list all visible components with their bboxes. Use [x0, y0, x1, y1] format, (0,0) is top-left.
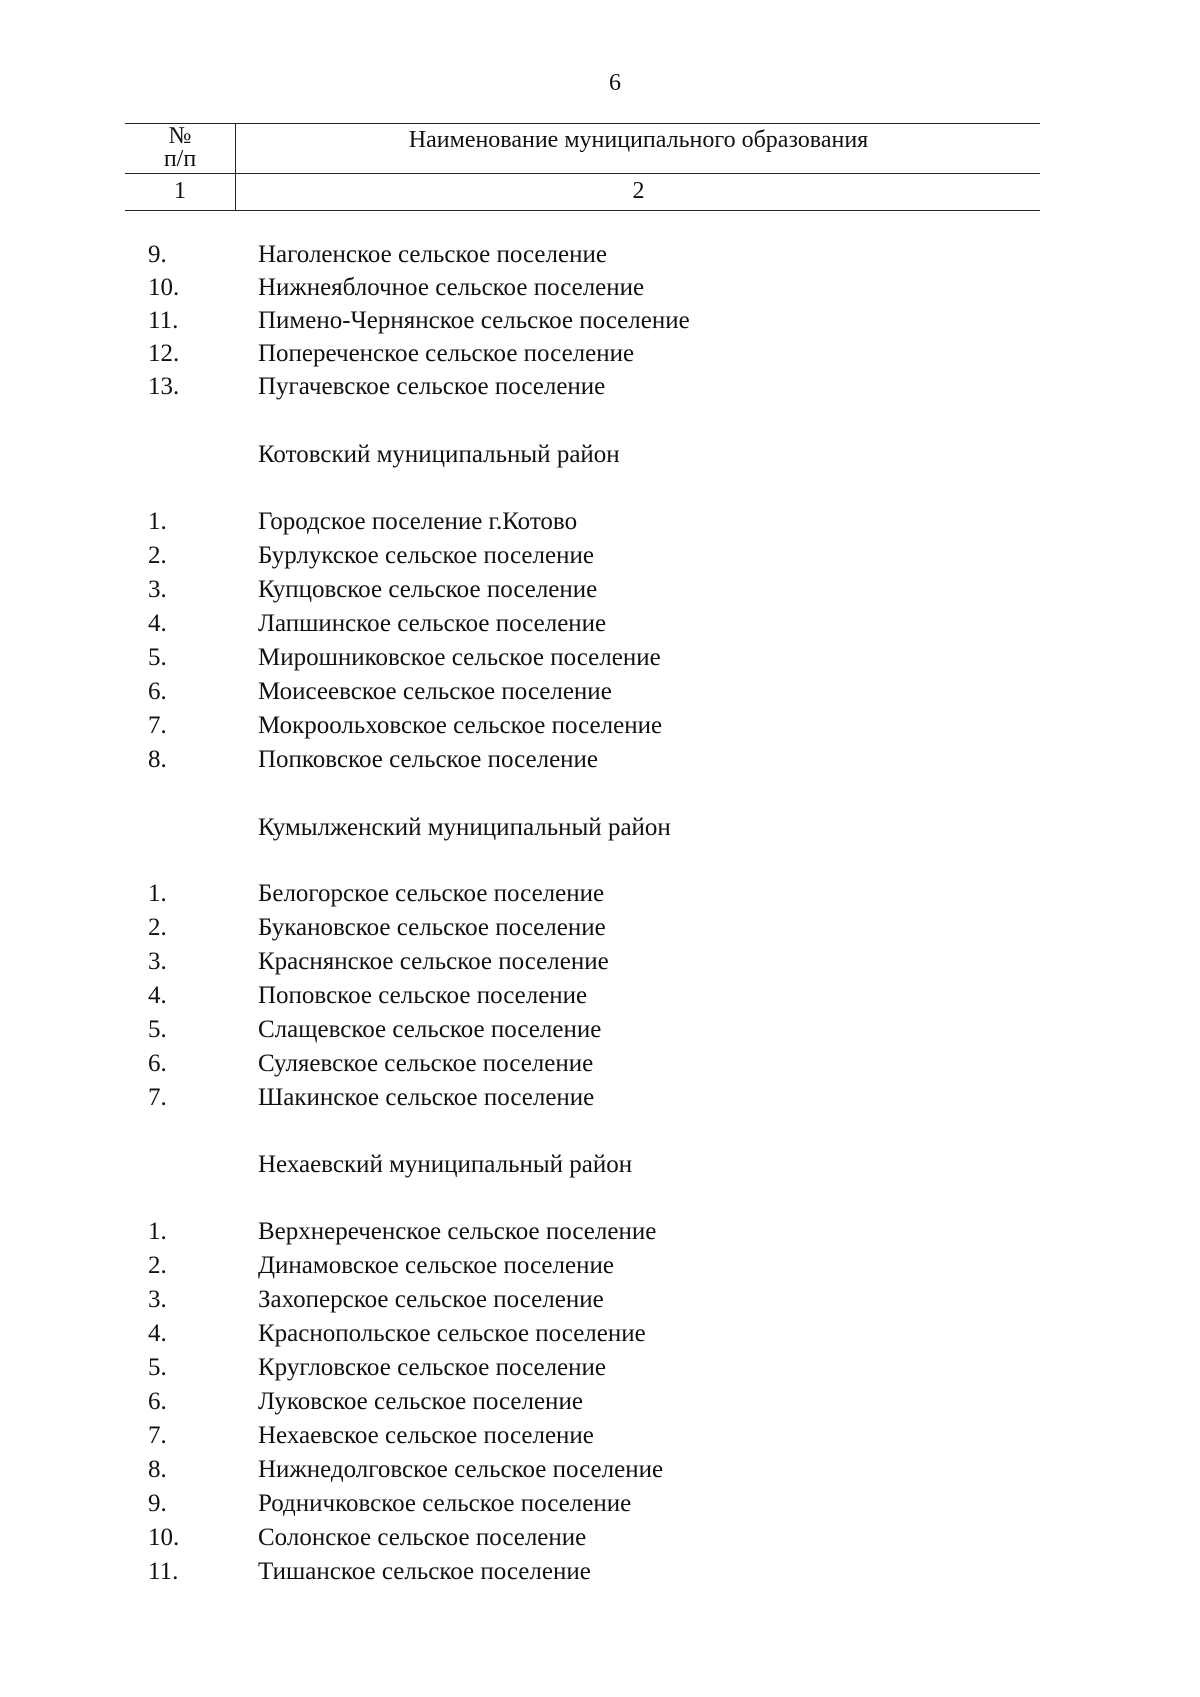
item-number: 6.: [148, 678, 167, 705]
item-name: Пимено-Чернянское сельское поселение: [258, 307, 690, 334]
column-number-header-line1: №: [168, 123, 192, 149]
item-name: Нехаевское сельское поселение: [258, 1422, 594, 1449]
column-number-header: [125, 125, 235, 171]
item-number: 9.: [148, 1490, 167, 1517]
item-name: Наголенское сельское поселение: [258, 241, 607, 268]
item-name: Бурлукское сельское поселение: [258, 542, 594, 569]
item-name: Купцовское сельское поселение: [258, 576, 598, 603]
item-number: 4.: [148, 610, 167, 637]
item-number: 13.: [148, 373, 180, 400]
item-name: Краснопольское сельское поселение: [258, 1320, 646, 1347]
item-number: 1.: [148, 1218, 167, 1245]
item-name: Пугачевское сельское поселение: [258, 373, 606, 400]
item-number: 2.: [148, 914, 167, 941]
column-number-index: 1: [174, 178, 186, 204]
item-name: Тишанское сельское поселение: [258, 1558, 591, 1585]
item-name: Нижнедолговское сельское поселение: [258, 1456, 664, 1483]
item-number: 1.: [148, 508, 167, 535]
item-name: Мирошниковское сельское поселение: [258, 644, 661, 671]
item-name: Поповское сельское поселение: [258, 982, 588, 1009]
item-name: Кругловское сельское поселение: [258, 1354, 607, 1381]
item-name: Родничковское сельское поселение: [258, 1490, 632, 1517]
item-number: 6.: [148, 1388, 167, 1415]
item-name: Городское поселение г.Котово: [258, 508, 578, 535]
item-number: 10.: [148, 1524, 180, 1551]
column-name-index: 2: [632, 178, 645, 204]
item-number: 7.: [148, 1084, 167, 1111]
item-name: Мокроольховское сельское поселение: [258, 712, 663, 739]
item-number: 3.: [148, 948, 167, 975]
table-header-top-rule: [125, 123, 1040, 124]
table-header-bottom-rule: [125, 210, 1040, 211]
district-title: Котовский муниципальный район: [258, 441, 620, 468]
item-number: 4.: [148, 1320, 167, 1347]
table-header-column-divider: [235, 123, 236, 211]
item-name: Попковское сельское поселение: [258, 746, 599, 773]
column-number-header-line2: п/п: [163, 146, 197, 172]
item-number: 5.: [148, 644, 167, 671]
item-name: Лапшинское сельское поселение: [258, 610, 607, 637]
item-number: 8.: [148, 746, 167, 773]
item-name: Слащевское сельское поселение: [258, 1016, 602, 1043]
item-number: 11.: [148, 307, 179, 334]
item-number: 2.: [148, 1252, 167, 1279]
item-number: 12.: [148, 340, 180, 367]
district-title: Кумылженский муниципальный район: [258, 814, 671, 841]
item-number: 1.: [148, 880, 167, 907]
item-name: Верхнереченское сельское поселение: [258, 1218, 657, 1245]
item-name: Суляевское сельское поселение: [258, 1050, 594, 1077]
item-name: Моисеевское сельское поселение: [258, 678, 612, 705]
item-name: Динамовское сельское поселение: [258, 1252, 614, 1279]
item-number: 8.: [148, 1456, 167, 1483]
item-number: 9.: [148, 241, 167, 268]
item-number: 7.: [148, 1422, 167, 1449]
item-name: Белогорское сельское поселение: [258, 880, 605, 907]
item-number: 5.: [148, 1354, 167, 1381]
page-number: 6: [609, 70, 621, 96]
column-name-header: Наименование муниципального образования: [408, 127, 869, 153]
item-name: Солонское сельское поселение: [258, 1524, 587, 1551]
item-name: Краснянское сельское поселение: [258, 948, 609, 975]
item-number: 7.: [148, 712, 167, 739]
item-name: Нижнеяблочное сельское поселение: [258, 274, 645, 301]
table-header: [125, 123, 1040, 211]
item-number: 11.: [148, 1558, 179, 1585]
item-name: Шакинское сельское поселение: [258, 1084, 595, 1111]
item-number: 5.: [148, 1016, 167, 1043]
item-number: 10.: [148, 274, 180, 301]
table-header-middle-rule: [125, 173, 1040, 174]
item-name: Букановское сельское поселение: [258, 914, 606, 941]
item-number: 3.: [148, 1286, 167, 1313]
item-name: Луковское сельское поселение: [258, 1388, 583, 1415]
item-number: 3.: [148, 576, 167, 603]
item-name: Попереченское сельское поселение: [258, 340, 635, 367]
item-name: Захоперское сельское поселение: [258, 1286, 604, 1313]
item-number: 4.: [148, 982, 167, 1009]
district-title: Нехаевский муниципальный район: [258, 1151, 633, 1178]
item-number: 2.: [148, 542, 167, 569]
item-number: 6.: [148, 1050, 167, 1077]
